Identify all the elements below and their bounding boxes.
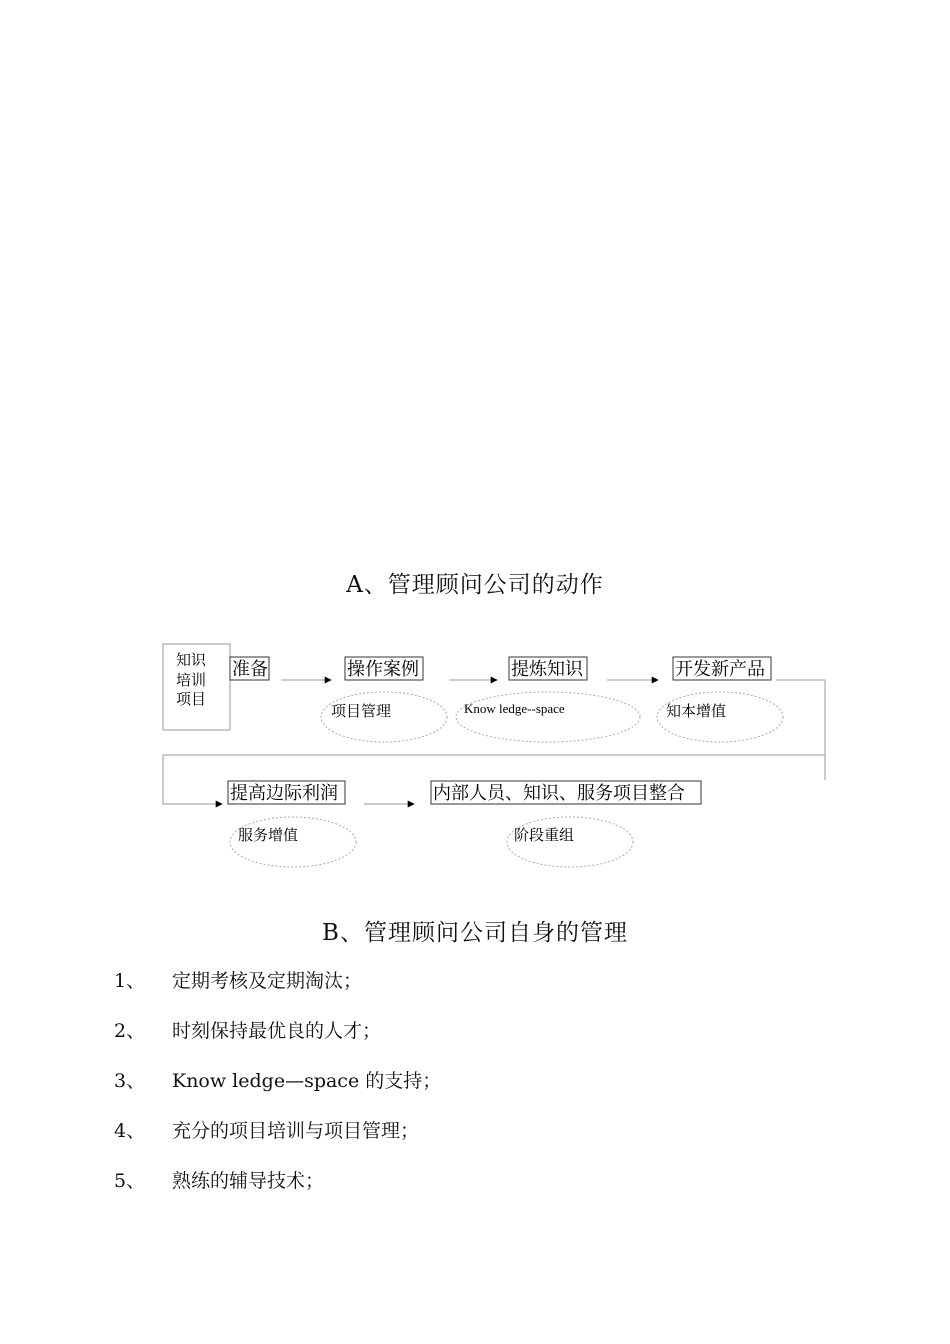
start-box-line-1: 知识 [176,651,207,669]
list-item [114,1016,381,1046]
note-knowledge-space: Know ledge--space [464,701,565,716]
list-item-text: 熟练的辅导技术； [172,1170,325,1192]
step-label-operate-case: 操作案例 [347,659,419,680]
list-item [114,1116,419,1146]
note-stage-reorg: 阶段重组 [514,826,575,844]
list-item [114,1166,324,1196]
list-item-number: 5、 [114,1170,146,1192]
list-item-number: 1、 [114,970,146,992]
list-item-number: 3、 [114,1070,146,1092]
list-item-text: Know ledge—space 的支持； [172,1070,442,1092]
note-value-added: 知本增值 [666,702,727,720]
note-service-value: 服务增值 [238,826,299,844]
step-label-integration: 内部人员、知识、服务项目整合 [433,783,685,804]
start-box-line-2: 培训 [176,671,207,689]
step-label-refine-knowledge: 提炼知识 [511,659,583,680]
step-label-new-product: 开发新产品 [675,659,765,680]
start-box-line-3: 项目 [176,690,207,708]
note-ellipse-knowledge-space [456,692,640,742]
list-item [114,1066,441,1096]
list-item-text: 充分的项目培训与项目管理； [172,1120,420,1142]
step-label-prepare: 准备 [232,659,268,680]
section-b-title: B、管理顾问公司自身的管理 [322,920,628,946]
list-item-text: 定期考核及定期淘汰； [172,970,363,992]
list-item-number: 4、 [114,1120,146,1142]
list-item-text: 时刻保持最优良的人才； [172,1020,382,1042]
section-a-title: A、管理顾问公司的动作 [346,572,604,598]
list-item-number: 2、 [114,1020,146,1042]
step-label-raise-margin: 提高边际利润 [230,783,338,804]
list-item [114,966,362,996]
note-project-mgmt: 项目管理 [331,702,392,720]
